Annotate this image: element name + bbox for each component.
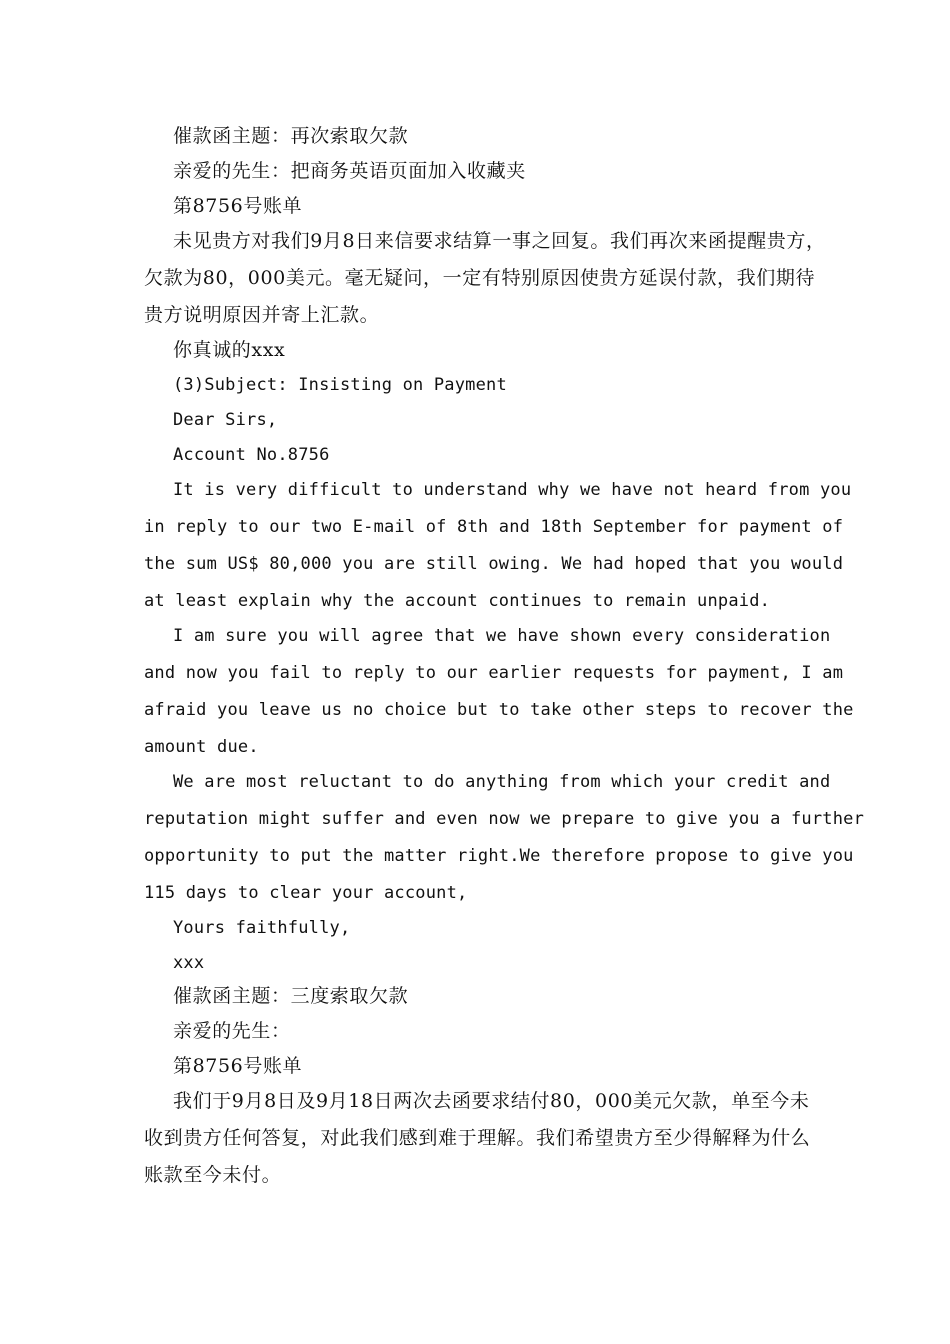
- account-cn-3: 第8756号账单: [173, 1055, 303, 1077]
- para2-line-1: I am sure you will agree that we have shown every consideration: [173, 626, 831, 646]
- para2-line-3: afraid you leave us no choice but to take other steps to recover the: [144, 700, 854, 720]
- body-cn-2-line-2: 欠款为80，000美元。毫无疑问，一定有特别原因使贵方延误付款，我们期待: [144, 267, 816, 289]
- para3-line-4: 115 days to clear your account,: [144, 883, 468, 903]
- salutation-en-3: Dear Sirs,: [173, 410, 278, 430]
- salutation-cn-2: 亲爱的先生：把商务英语页面加入收藏夹: [173, 160, 526, 182]
- para3-line-1: We are most reluctant to do anything from which your credit and: [173, 772, 831, 792]
- signature-en-3: xxx: [173, 953, 205, 973]
- body-cn-2-line-1: 未见贵方对我们9月8日来信要求结算一事之回复。我们再次来函提醒贵方，: [173, 230, 826, 252]
- para1-line-3: the sum US$ 80,000 you are still owing. We had hoped that you would: [144, 554, 844, 574]
- account-en-3: Account No.8756: [173, 445, 330, 465]
- para1-line-4: at least explain why the account continues to remain unpaid.: [144, 591, 771, 611]
- subject-cn-3: 催款函主题：三度索取欠款: [173, 985, 409, 1007]
- account-cn-2: 第8756号账单: [173, 195, 303, 217]
- body-cn-2-line-3: 贵方说明原因并寄上汇款。: [144, 304, 380, 326]
- para2-line-2: and now you fail to reply to our earlier requests for payment, I am: [144, 663, 844, 683]
- subject-cn-2: 催款函主题：再次索取欠款: [173, 125, 409, 147]
- closing-en-3: Yours faithfully,: [173, 918, 351, 938]
- para1-line-1: It is very difficult to understand why we have not heard from you: [173, 480, 852, 500]
- salutation-cn-3: 亲爱的先生：: [173, 1020, 291, 1042]
- para3-line-2: reputation might suffer and even now we prepare to give you a further: [144, 809, 865, 829]
- body-cn-3-line-3: 账款至今未付。: [144, 1164, 282, 1186]
- subject-en-3: (3)Subject: Insisting on Payment: [173, 375, 507, 395]
- closing-cn-2: 你真诚的xxx: [173, 339, 286, 361]
- para2-line-4: amount due.: [144, 737, 259, 757]
- body-cn-3-line-2: 收到贵方任何答复，对此我们感到难于理解。我们希望贵方至少得解释为什么: [144, 1127, 811, 1149]
- para3-line-3: opportunity to put the matter right.We therefore propose to give you: [144, 846, 854, 866]
- body-cn-3-line-1: 我们于9月8日及9月18日两次去函要求结付80，000美元欠款，单至今未: [173, 1090, 810, 1112]
- para1-line-2: in reply to our two E-mail of 8th and 18th September for payment of: [144, 517, 844, 537]
